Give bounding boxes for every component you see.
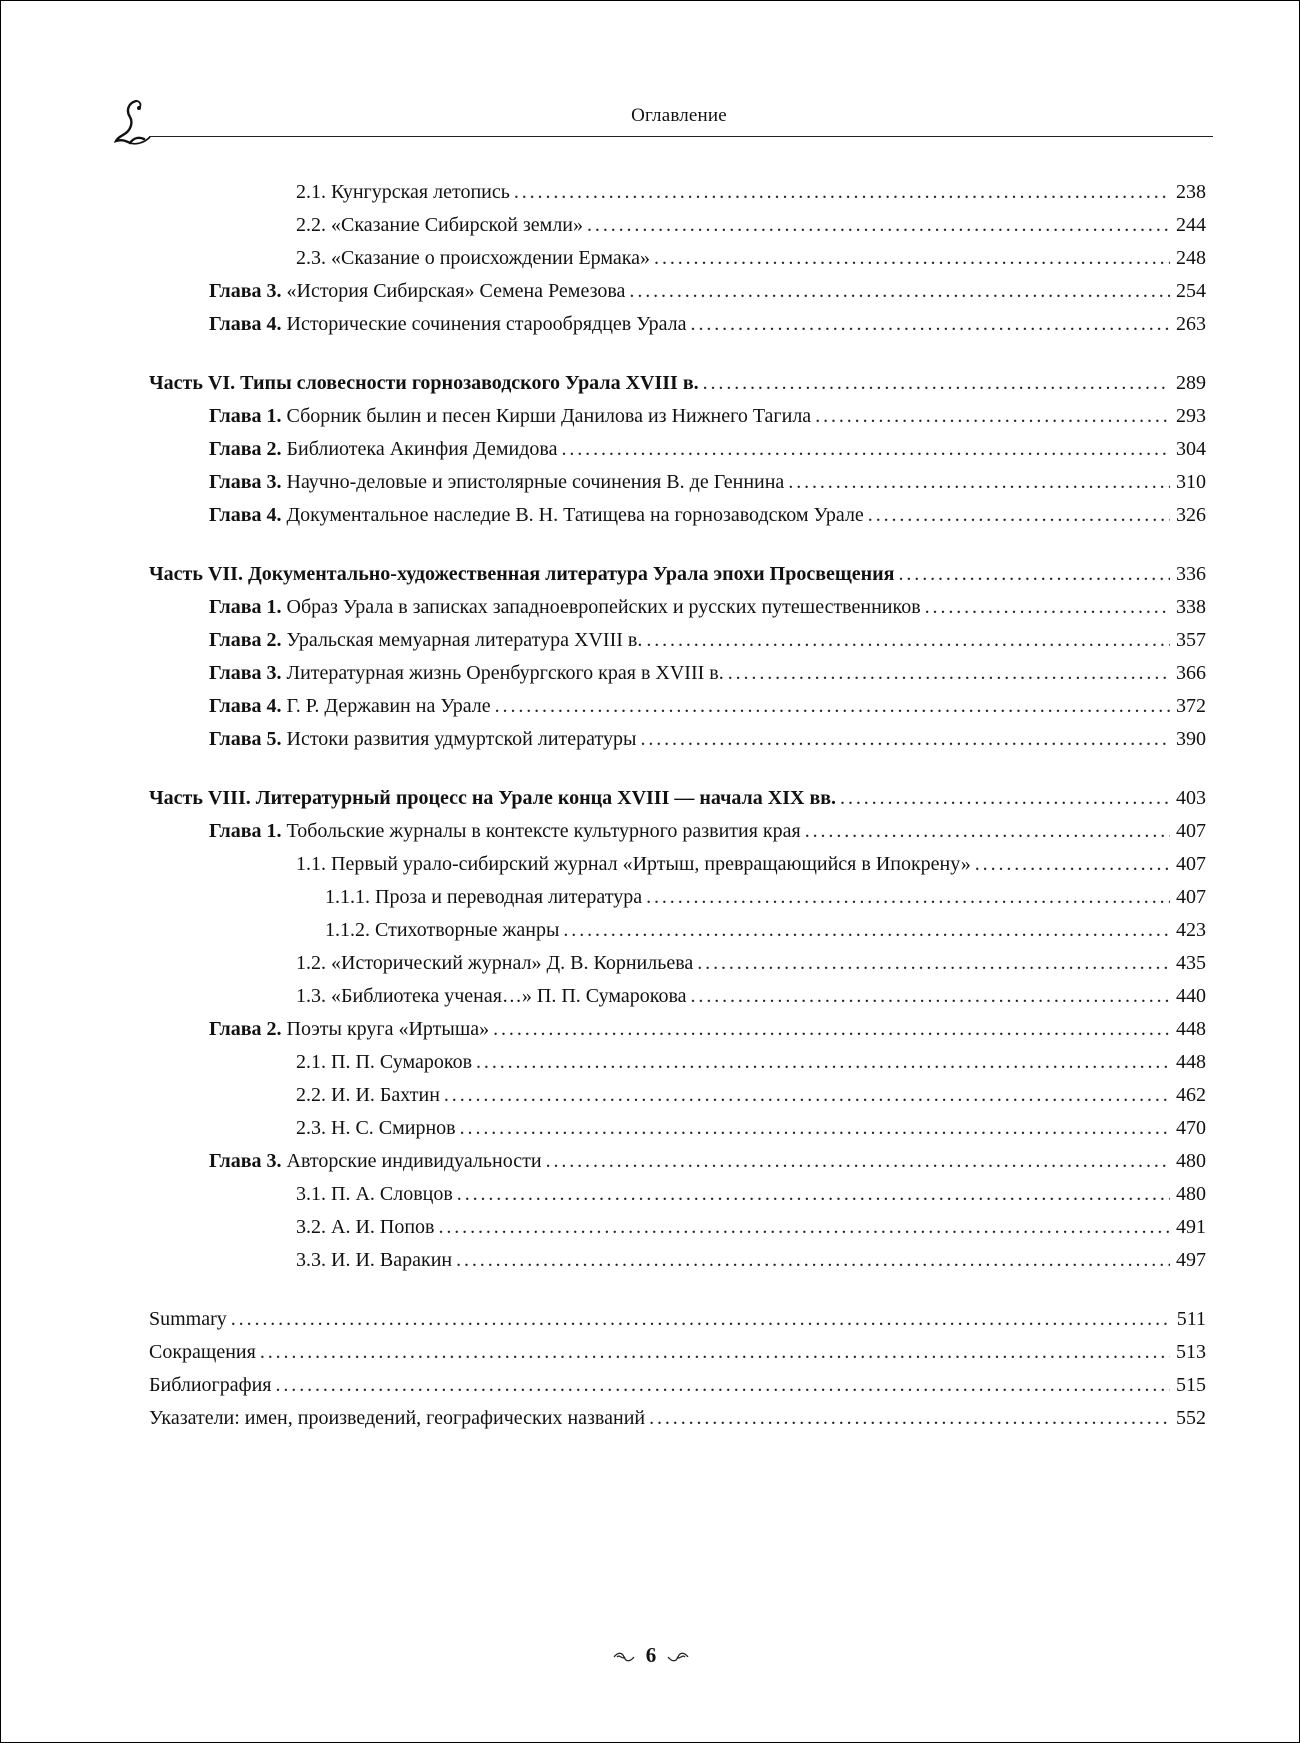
- toc-page-number: 497: [1176, 1249, 1206, 1271]
- toc-page-number: 289: [1176, 372, 1206, 394]
- toc-backmatter-entry[interactable]: [149, 1369, 1206, 1402]
- toc-page-number: 326: [1176, 504, 1206, 526]
- toc-entry-title: 3.3. И. И. Варакин: [296, 1249, 453, 1271]
- toc-page-number: 403: [1176, 787, 1206, 809]
- leader-dots: [438, 1211, 1170, 1244]
- leader-dots: [444, 1079, 1170, 1112]
- leader-dots: [899, 558, 1171, 591]
- section-gap: [149, 532, 1206, 558]
- toc-entry-title: Поэты круга «Иртыша»: [286, 1018, 490, 1040]
- toc-entry[interactable]: [149, 848, 1206, 881]
- section-gap: [149, 341, 1206, 367]
- leader-dots: [925, 591, 1170, 624]
- toc-page-number: 462: [1176, 1084, 1206, 1106]
- toc-entry-title: «История Сибирская» Семена Ремезова: [286, 280, 626, 302]
- toc-entry-title: 3.1. П. А. Словцов: [296, 1183, 453, 1205]
- toc-page-number: 407: [1176, 886, 1206, 908]
- left-flourish-icon: [612, 1651, 636, 1663]
- toc-page-number: 338: [1176, 596, 1206, 618]
- leader-dots: [260, 1336, 1170, 1369]
- toc-page-number: 366: [1176, 662, 1206, 684]
- toc-page-number: 263: [1176, 313, 1206, 335]
- toc-page-number: 435: [1176, 952, 1206, 974]
- chapter-prefix: Глава 3.: [209, 471, 282, 493]
- leader-dots: [493, 1013, 1170, 1046]
- toc-entry-title: Г. Р. Державин на Урале: [286, 695, 491, 717]
- toc-chapter-entry[interactable]: [149, 1013, 1206, 1046]
- toc-chapter-entry[interactable]: [149, 815, 1206, 848]
- toc-entry-title: Summary: [149, 1308, 227, 1330]
- toc-page-number: 491: [1176, 1216, 1206, 1238]
- toc-entry-title: Образ Урала в записках западноевропейских и русских путешественников: [286, 596, 921, 618]
- leader-dots: [691, 980, 1170, 1013]
- chapter-prefix: Глава 1.: [209, 820, 282, 842]
- toc-entry-title: Указатели: имен, произведений, географических названий: [149, 1407, 646, 1429]
- toc-chapter-entry[interactable]: [149, 400, 1206, 433]
- toc-page-number: 552: [1176, 1407, 1206, 1429]
- section-gap: [149, 1277, 1206, 1303]
- toc-page-number: 515: [1176, 1374, 1206, 1396]
- leader-dots: [476, 1046, 1170, 1079]
- toc-page-number: 440: [1176, 985, 1206, 1007]
- toc-entry-title: Научно-деловые и эпистолярные сочинения В. де Геннина: [286, 471, 785, 493]
- leader-dots: [457, 1178, 1170, 1211]
- toc-chapter-entry[interactable]: [149, 433, 1206, 466]
- toc-chapter-entry[interactable]: [149, 591, 1206, 624]
- toc-entry-title: 1.2. «Исторический журнал» Д. В. Корнильева: [296, 952, 694, 974]
- toc-entry-title: Документальное наследие В. Н. Татищева на горнозаводском Урале: [286, 504, 864, 526]
- part-title: Часть VII. Документально-художественная литература Урала эпохи Просвещения: [149, 563, 895, 585]
- toc-page-number: 293: [1176, 405, 1206, 427]
- toc-entry-title: 1.1.2. Стихотворные жанры: [325, 919, 560, 941]
- leader-dots: [975, 848, 1170, 881]
- toc-page-number: 244: [1176, 214, 1206, 236]
- table-of-contents: [149, 176, 1206, 1435]
- toc-entry[interactable]: [149, 980, 1206, 1013]
- chapter-prefix: Глава 2.: [209, 438, 282, 460]
- leader-dots: [788, 466, 1170, 499]
- toc-page-number: 372: [1176, 695, 1206, 717]
- toc-page-number: 448: [1176, 1051, 1206, 1073]
- toc-page-number: 238: [1176, 181, 1206, 203]
- toc-entry-title: 1.1.1. Проза и переводная литература: [325, 886, 643, 908]
- toc-entry-title: Авторские индивидуальности: [286, 1150, 542, 1172]
- toc-backmatter-entry[interactable]: [149, 1336, 1206, 1369]
- toc-page-number: 407: [1176, 853, 1206, 875]
- leader-dots: [546, 1145, 1170, 1178]
- leader-dots: [276, 1369, 1171, 1402]
- toc-chapter-entry[interactable]: [149, 499, 1206, 532]
- ornamental-initial-icon: [114, 97, 154, 147]
- toc-page-number: 254: [1176, 280, 1206, 302]
- chapter-prefix: Глава 4.: [209, 504, 282, 526]
- page-footer: [1, 1643, 1300, 1668]
- toc-entry-title: Сборник былин и песен Кирши Данилова из Нижнего Тагила: [286, 405, 812, 427]
- part-title: Часть VIII. Литературный процесс на Урале конца XVIII — начала XIX вв.: [149, 787, 837, 809]
- leader-dots: [561, 433, 1170, 466]
- toc-entry-title: Уральская мемуарная литература XVIII в.: [286, 629, 643, 651]
- toc-entry-title: Литературная жизнь Оренбургского края в XVIII в.: [286, 662, 724, 684]
- toc-part-entry[interactable]: [149, 367, 1206, 400]
- toc-page-number: 336: [1176, 563, 1206, 585]
- toc-page-number: 480: [1176, 1150, 1206, 1172]
- part-title: Часть VI. Типы словесности горнозаводского Урала XVIII в.: [149, 372, 699, 394]
- toc-entry-title: 2.3. «Сказание о происхождении Ермака»: [296, 247, 651, 269]
- section-gap: [149, 756, 1206, 782]
- chapter-prefix: Глава 3.: [209, 1150, 282, 1172]
- toc-page-number: 513: [1176, 1341, 1206, 1363]
- toc-entry[interactable]: [149, 881, 1206, 914]
- toc-page-number: 248: [1176, 247, 1206, 269]
- right-flourish-icon: [666, 1651, 690, 1663]
- toc-backmatter-entry[interactable]: [149, 1303, 1206, 1336]
- chapter-prefix: Глава 3.: [209, 662, 282, 684]
- chapter-prefix: Глава 1.: [209, 405, 282, 427]
- chapter-prefix: Глава 4.: [209, 313, 282, 335]
- chapter-prefix: Глава 3.: [209, 280, 282, 302]
- toc-chapter-entry[interactable]: [149, 723, 1206, 756]
- toc-chapter-entry[interactable]: [149, 624, 1206, 657]
- toc-page-number: 390: [1176, 728, 1206, 750]
- leader-dots: [815, 400, 1170, 433]
- chapter-prefix: Глава 4.: [209, 695, 282, 717]
- toc-entry-title: 2.1. П. П. Сумароков: [296, 1051, 473, 1073]
- leader-dots: [654, 242, 1170, 275]
- toc-page-number: 480: [1176, 1183, 1206, 1205]
- leader-dots: [691, 308, 1170, 341]
- toc-backmatter-entry[interactable]: [149, 1402, 1206, 1435]
- toc-part-entry[interactable]: [149, 782, 1206, 815]
- leader-dots: [728, 657, 1170, 690]
- toc-chapter-entry[interactable]: [149, 308, 1206, 341]
- toc-chapter-entry[interactable]: [149, 1145, 1206, 1178]
- toc-entry-title: Тобольские журналы в контексте культурного развития края: [286, 820, 801, 842]
- chapter-prefix: Глава 2.: [209, 1018, 282, 1040]
- toc-chapter-entry[interactable]: [149, 690, 1206, 723]
- toc-page-number: 407: [1176, 820, 1206, 842]
- toc-entry-title: 1.1. Первый урало-сибирский журнал «Иртыш, превращающийся в Ипокрену»: [296, 853, 971, 875]
- toc-page-number: 470: [1176, 1117, 1206, 1139]
- toc-entry-title: Библиография: [149, 1374, 272, 1396]
- leader-dots: [514, 176, 1170, 209]
- toc-entry[interactable]: [149, 242, 1206, 275]
- running-head: Оглавление: [631, 105, 727, 126]
- toc-part-entry[interactable]: [149, 558, 1206, 591]
- toc-page-number: 448: [1176, 1018, 1206, 1040]
- toc-chapter-entry[interactable]: [149, 275, 1206, 308]
- leader-dots: [703, 367, 1170, 400]
- toc-page-number: 423: [1176, 919, 1206, 941]
- leader-dots: [868, 499, 1170, 532]
- leader-dots: [646, 624, 1170, 657]
- toc-entry[interactable]: [149, 209, 1206, 242]
- leader-dots: [456, 1244, 1170, 1277]
- toc-entry[interactable]: [149, 1178, 1206, 1211]
- page-number: 6: [645, 1643, 657, 1667]
- leader-dots: [805, 815, 1170, 848]
- toc-chapter-entry[interactable]: [149, 657, 1206, 690]
- toc-entry[interactable]: [149, 1112, 1206, 1145]
- toc-entry[interactable]: [149, 1079, 1206, 1112]
- toc-entry-title: 2.1. Кунгурская летопись: [296, 181, 510, 203]
- toc-entry-title: 2.2. «Сказание Сибирской земли»: [296, 214, 584, 236]
- toc-entry[interactable]: [149, 176, 1206, 209]
- leader-dots: [646, 881, 1170, 914]
- toc-entry[interactable]: [149, 1244, 1206, 1277]
- leader-dots: [629, 275, 1170, 308]
- chapter-prefix: Глава 5.: [209, 728, 282, 750]
- toc-entry[interactable]: [149, 1046, 1206, 1079]
- toc-entry[interactable]: [149, 914, 1206, 947]
- toc-page-number: 310: [1176, 471, 1206, 493]
- toc-page-number: 357: [1176, 629, 1206, 651]
- chapter-prefix: Глава 1.: [209, 596, 282, 618]
- toc-entry-title: 2.3. Н. С. Смирнов: [296, 1117, 456, 1139]
- leader-dots: [649, 1402, 1170, 1435]
- toc-entry[interactable]: [149, 1211, 1206, 1244]
- leader-dots: [563, 914, 1170, 947]
- toc-entry-title: 3.2. А. И. Попов: [296, 1216, 435, 1238]
- toc-entry-title: Исторические сочинения старообрядцев Урала: [286, 313, 687, 335]
- toc-entry-title: 1.3. «Библиотека ученая…» П. П. Сумарокова: [296, 985, 687, 1007]
- toc-entry-title: Библиотека Акинфия Демидова: [286, 438, 558, 460]
- toc-page-number: 511: [1176, 1308, 1206, 1330]
- toc-entry-title: Сокращения: [149, 1341, 256, 1363]
- leader-dots: [495, 690, 1170, 723]
- leader-dots: [697, 947, 1170, 980]
- leader-dots: [640, 723, 1170, 756]
- toc-entry[interactable]: [149, 947, 1206, 980]
- leader-dots: [587, 209, 1170, 242]
- chapter-prefix: Глава 2.: [209, 629, 282, 651]
- leader-dots: [840, 782, 1170, 815]
- header-rule: [149, 136, 1213, 137]
- leader-dots: [460, 1112, 1170, 1145]
- leader-dots: [231, 1303, 1171, 1336]
- toc-page-number: 304: [1176, 438, 1206, 460]
- toc-chapter-entry[interactable]: [149, 466, 1206, 499]
- toc-entry-title: 2.2. И. И. Бахтин: [296, 1084, 440, 1106]
- toc-entry-title: Истоки развития удмуртской литературы: [286, 728, 637, 750]
